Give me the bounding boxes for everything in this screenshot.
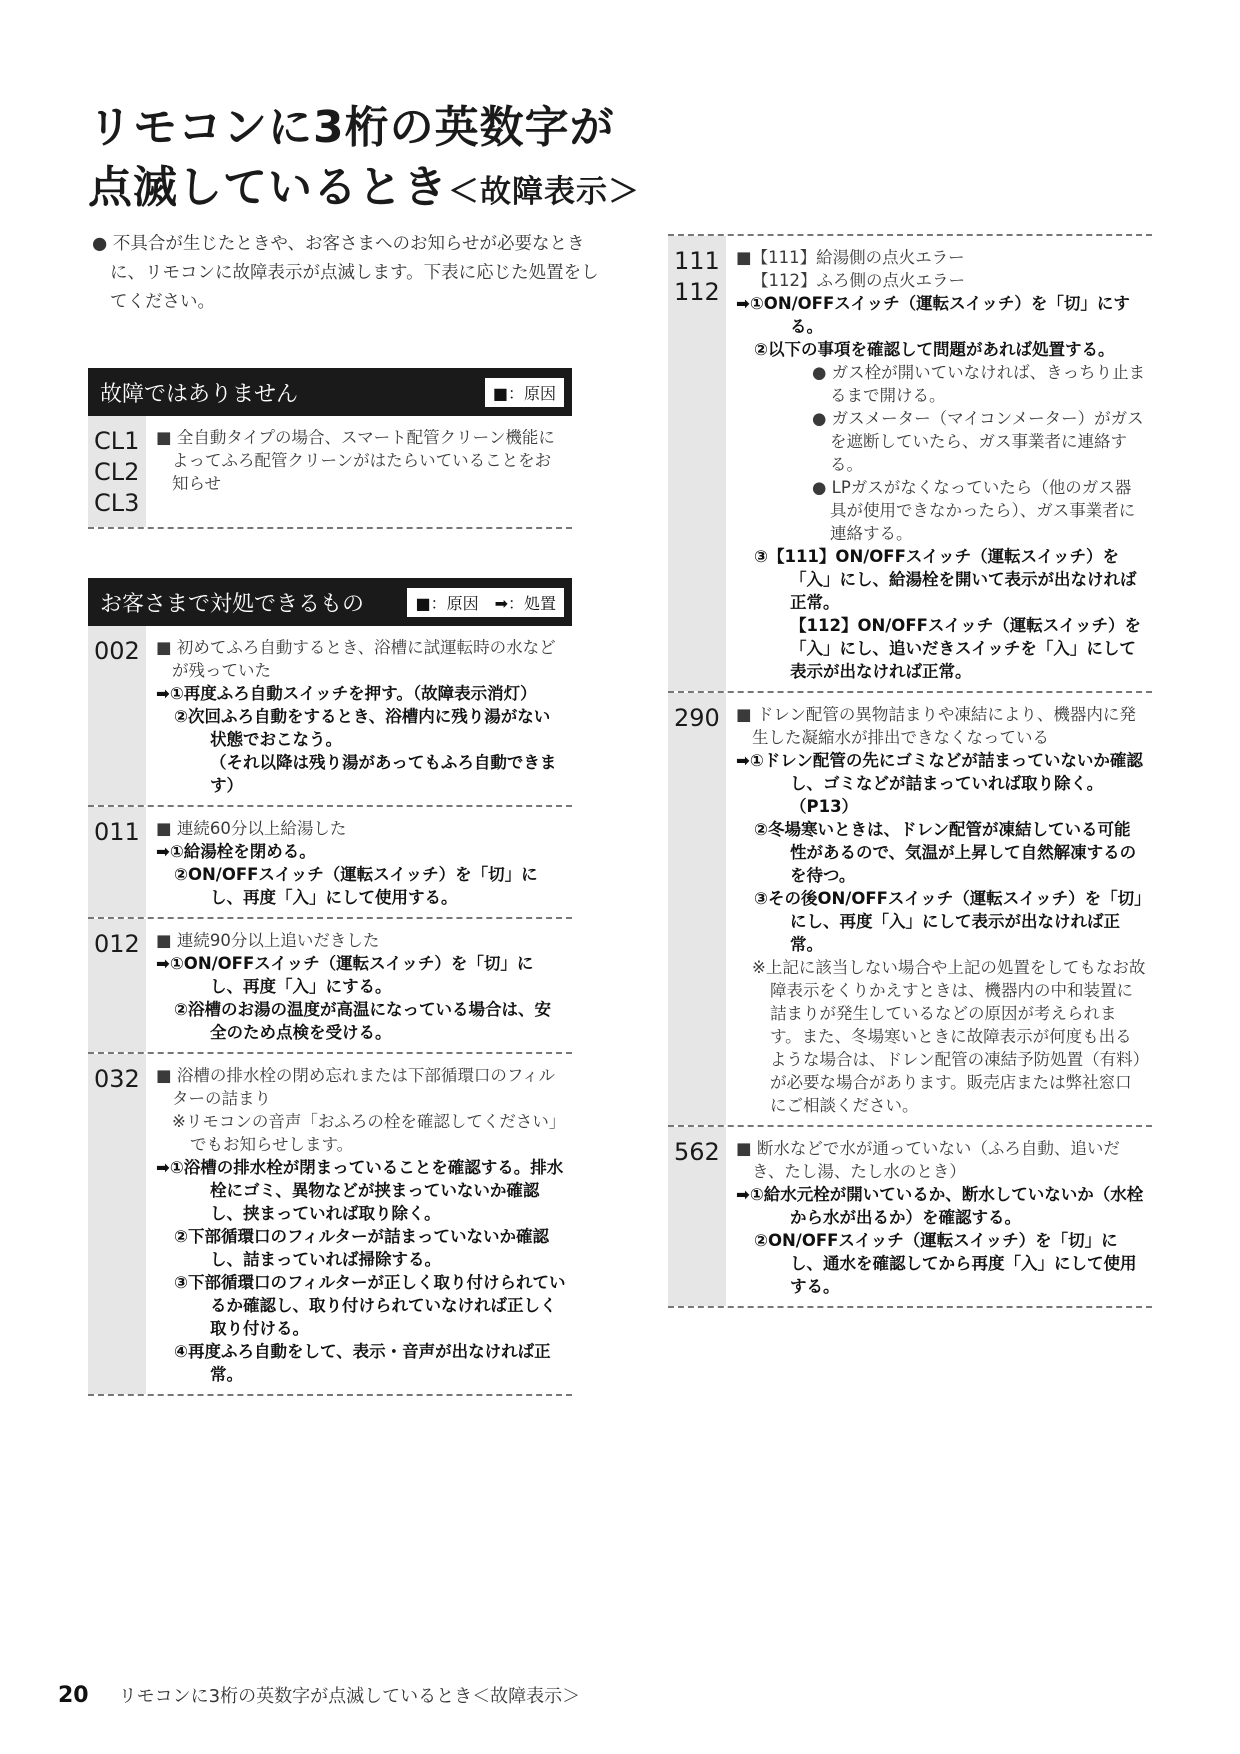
cause-text: 【112】ふろ側の点火エラー bbox=[752, 271, 965, 290]
error-code bbox=[88, 416, 146, 527]
action-text: 【112】ON/OFFスイッチ（運転スイッチ）を「入」にし、追いだきスイッチを「入」にして表示が出なければ正常。 bbox=[790, 616, 1142, 681]
error-row bbox=[88, 1054, 572, 1396]
action-text: ②下部循環口のフィルターが詰まっていないか確認し、詰まっていれば掃除する。 bbox=[174, 1227, 549, 1269]
error-row bbox=[88, 919, 572, 1054]
action-text: ④再度ふろ自動をして、表示・音声が出なければ正常。 bbox=[174, 1342, 551, 1384]
cause-text: ■ 連続60分以上給湯した bbox=[156, 819, 347, 838]
error-description bbox=[146, 626, 572, 805]
check-item: ● ガス栓が開いていなければ、きっちり止まるまで開ける。 bbox=[812, 363, 1146, 405]
cause-text: ■ 全自動タイプの場合、スマート配管クリーン機能によってふろ配管クリーンがはたらいていることをお知らせ bbox=[156, 428, 555, 493]
error-code-text: 032 bbox=[94, 1065, 140, 1093]
action-text: ➡①浴槽の排水栓が閉まっていることを確認する。排水栓にゴミ、異物などが挟まっていないか確認し、挟まっていれば取り除く。 bbox=[156, 1158, 564, 1223]
error-description bbox=[726, 236, 1152, 691]
error-code bbox=[88, 1054, 146, 1394]
error-code bbox=[668, 1127, 726, 1306]
action-text: ➡①ドレン配管の先にゴミなどが詰まっていないか確認し、ゴミなどが詰まっていれば取り除く。（P13） bbox=[736, 751, 1143, 816]
note-text: ※リモコンの音声「おふろの栓を確認してください」でもお知らせします。 bbox=[172, 1112, 566, 1154]
error-code bbox=[88, 807, 146, 917]
action-text: ②ON/OFFスイッチ（運転スイッチ）を「切」にし、再度「入」にして使用する。 bbox=[174, 865, 538, 907]
page-number: 20 bbox=[58, 1683, 89, 1708]
error-code bbox=[88, 626, 146, 805]
error-row bbox=[88, 807, 572, 919]
error-description bbox=[146, 1054, 572, 1394]
action-text: ③下部循環口のフィルターが正しく取り付けられているか確認し、取り付けられていなければ正しく取り付ける。 bbox=[174, 1273, 566, 1338]
action-text: ➡①ON/OFFスイッチ（運転スイッチ）を「切」にし、再度「入」にする。 bbox=[156, 954, 534, 996]
section-self-fix bbox=[88, 578, 572, 1396]
cause-text: ■ 浴槽の排水栓の閉め忘れまたは下部循環口のフィルターの詰まり bbox=[156, 1066, 556, 1108]
error-row bbox=[88, 626, 572, 807]
action-text: ➡①再度ふろ自動スイッチを押す。（故障表示消灯） bbox=[156, 684, 537, 703]
error-code-text: CL3 bbox=[94, 489, 140, 517]
action-text: ③その後ON/OFFスイッチ（運転スイッチ）を「切」にし、再度「入」にして表示が出なければ正常。 bbox=[754, 889, 1143, 954]
error-code-text: 012 bbox=[94, 930, 140, 958]
section-header bbox=[88, 578, 572, 626]
title-line1: リモコンに3桁の英数字が bbox=[88, 102, 615, 153]
action-text: ②浴槽のお湯の温度が高温になっている場合は、安全のため点検を受ける。 bbox=[174, 1000, 551, 1042]
section-header bbox=[88, 368, 572, 416]
error-code-text: CL1 bbox=[94, 427, 140, 455]
error-description bbox=[146, 919, 572, 1052]
section-title: 故障ではありません bbox=[100, 381, 299, 407]
action-text: ➡①給水元栓が開いているか、断水していないか（水栓から水が出るか）を確認する。 bbox=[736, 1185, 1144, 1227]
action-text: ➡①給湯栓を閉める。 bbox=[156, 842, 316, 861]
title-line2: 点滅しているとき bbox=[88, 162, 448, 213]
error-code-text: 111 bbox=[674, 247, 720, 275]
legend-box: ■：原因 ➡：処置 bbox=[407, 588, 564, 617]
cause-text: ■ 断水などで水が通っていない（ふろ自動、追いだき、たし湯、たし水のとき） bbox=[736, 1139, 1120, 1181]
page-footer bbox=[58, 1682, 580, 1708]
error-row bbox=[668, 1127, 1152, 1308]
check-item: ● LPガスがなくなっていたら（他のガス器具が使用できなかったら）、ガス事業者に連絡する。 bbox=[812, 478, 1136, 543]
error-code-text: 562 bbox=[674, 1138, 720, 1166]
error-description bbox=[726, 693, 1152, 1125]
action-text: ②冬場寒いときは、ドレン配管が凍結している可能性があるので、気温が上昇して自然解凍するのを待つ。 bbox=[754, 820, 1137, 885]
error-row bbox=[668, 234, 1152, 693]
action-text: ➡①ON/OFFスイッチ（運転スイッチ）を「切」にする。 bbox=[736, 294, 1130, 336]
cause-text: ■【111】給湯側の点火エラー bbox=[736, 248, 965, 267]
error-description bbox=[726, 1127, 1152, 1306]
section-title: お客さまで対処できるもの bbox=[100, 591, 365, 617]
action-text: ②ON/OFFスイッチ（運転スイッチ）を「切」にし、通水を確認してから再度「入」にして使用する。 bbox=[754, 1231, 1137, 1296]
error-code-text: CL2 bbox=[94, 458, 140, 486]
error-code bbox=[668, 236, 726, 691]
section-not-fault bbox=[88, 368, 572, 529]
error-code bbox=[88, 919, 146, 1052]
error-row bbox=[88, 416, 572, 529]
cause-text: ■ 初めてふろ自動するとき、浴槽に試運転時の水などが残っていた bbox=[156, 638, 556, 680]
error-description bbox=[146, 416, 572, 527]
action-text: ③【111】ON/OFFスイッチ（運転スイッチ）を「入」にし、給湯栓を開いて表示が出なければ正常。 bbox=[754, 547, 1137, 612]
title-sub: ＜故障表示＞ bbox=[448, 174, 640, 210]
error-code-text: 112 bbox=[674, 278, 720, 306]
action-text: ②次回ふろ自動をするとき、浴槽内に残り湯がない状態でおこなう。 bbox=[174, 707, 551, 749]
error-description bbox=[146, 807, 572, 917]
error-code-text: 011 bbox=[94, 818, 140, 846]
footer-title: リモコンに3桁の英数字が点滅しているとき＜故障表示＞ bbox=[118, 1686, 581, 1707]
note-text: ※上記に該当しない場合や上記の処置をしてもなお故障表示をくりかえすときは、機器内の中和装置に詰まりが発生しているなどの原因が考えられます。また、冬場寒いときに故障表示が何度も出るような場合は、ドレン配管の凍結予防処置（有料）が必要な場合があります。販売店または弊社窓口にご相談ください。 bbox=[752, 958, 1146, 1115]
action-text: （それ以降は残り湯があってもふろ自動できます） bbox=[210, 753, 557, 795]
error-row bbox=[668, 693, 1152, 1127]
right-column bbox=[668, 234, 1152, 1308]
error-code-text: 290 bbox=[674, 704, 720, 732]
legend-box: ■：原因 bbox=[485, 378, 564, 407]
action-text: ②以下の事項を確認して問題があれば処置する。 bbox=[754, 340, 1115, 359]
intro-text: ● 不具合が生じたときや、お客さまへのお知らせが必要なときに、リモコンに故障表示が点滅します。下表に応じた処置をしてください。 bbox=[92, 234, 599, 312]
cause-text: ■ ドレン配管の異物詰まりや凍結により、機器内に発生した凝縮水が排出できなくなっている bbox=[736, 705, 1136, 747]
error-code bbox=[668, 693, 726, 1125]
page-title bbox=[88, 98, 640, 222]
check-item: ● ガスメーター（マイコンメーター）がガスを遮断していたら、ガス事業者に連絡する。 bbox=[812, 409, 1144, 474]
error-code-text: 002 bbox=[94, 637, 140, 665]
cause-text: ■ 連続90分以上追いだきした bbox=[156, 931, 380, 950]
